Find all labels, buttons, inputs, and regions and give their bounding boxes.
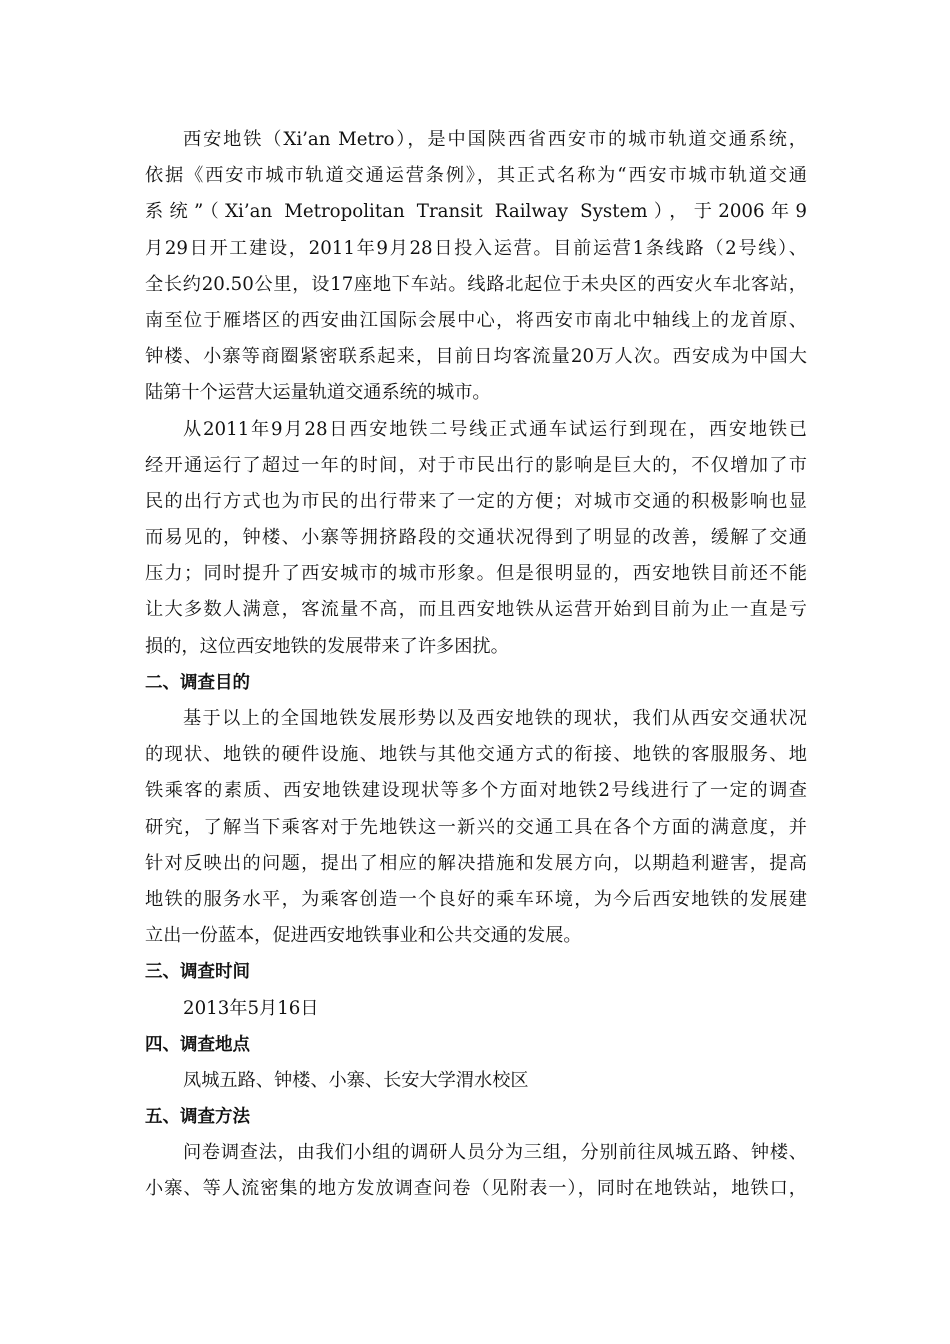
section-purpose [145, 665, 807, 955]
text-line: 基于以上的全国地铁发展形势以及西安地铁的现状，我们从西安交通状况 [183, 708, 807, 729]
section-heading: 四、调查地点 [145, 1034, 250, 1055]
text-line: 立出一份蓝本，促进西安地铁事业和公共交通的发展。 [145, 925, 582, 947]
text-line: 研究，了解当下乘客对于先地铁这一新兴的交通工具在各个方面的满意度，并 [145, 816, 807, 838]
text-line: 地铁的服务水平，为乘客创造一个良好的乘车环境，为今后西安地铁的发展建 [145, 888, 807, 910]
text-line: 小寨、等人流密集的地方发放调查问卷（见附表一），同时在地铁站，地铁口， [145, 1178, 807, 1200]
text-line: 的现状、地铁的硬件设施、地铁与其他交通方式的衔接、地铁的客服服务、地 [145, 744, 807, 766]
document-body [145, 122, 807, 1208]
text-line: 全长约20.50公里，设17座地下车站。线路北起位于未央区的西安火车北客站， [145, 273, 807, 295]
text-line: 从2011年9月28日西安地铁二号线正式通车试运行到现在，西安地铁已 [183, 418, 807, 440]
text-line: 西安地铁（Xi’an Metro），是中国陕西省西安市的城市轨道交通系统， [183, 129, 807, 150]
text-line: 问卷调查法，由我们小组的调研人员分为三组，分别前往凤城五路、钟楼、 [183, 1142, 807, 1164]
section-heading: 三、调查时间 [145, 962, 250, 983]
text-line: 损的，这位西安地铁的发展带来了许多困扰。 [145, 635, 509, 657]
section-time [145, 954, 807, 1026]
paragraph-intro [145, 122, 807, 412]
text-line: 而易见的，钟楼、小寨等拥挤路段的交通状况得到了明显的改善，缓解了交通 [145, 527, 807, 549]
text-line: 压力；同时提升了西安城市的城市形象。但是很明显的，西安地铁目前还不能 [145, 563, 807, 585]
text-line: 依据《西安市城市轨道交通运营条例》，其正式名称为“西安市城市轨道交通 [145, 165, 807, 187]
section-heading: 二、调查目的 [145, 672, 250, 693]
survey-date: 2013年5月16日 [183, 997, 319, 1019]
text-line: 钟楼、小寨等商圈紧密联系起来，目前日均客流量20万人次。西安成为中国大 [145, 346, 807, 368]
text-line: 月29日开工建设，2011年9月28日投入运营。目前运营1条线路（2号线）、 [145, 237, 807, 259]
section-method [145, 1099, 807, 1208]
text-line: 民的出行方式也为市民的出行带来了一定的方便；对城市交通的积极影响也显 [145, 490, 807, 512]
text-line: 针对反映出的问题，提出了相应的解决措施和发展方向，以期趋利避害，提高 [145, 852, 807, 874]
text-line: 让大多数人满意，客流量不高，而且西安地铁从运营开始到目前为止一直是亏 [145, 599, 807, 621]
text-line: 陆第十个运营大运量轨道交通系统的城市。 [145, 382, 491, 404]
paragraph-impact [145, 412, 807, 665]
text-line: 南至位于雁塔区的西安曲江国际会展中心，将西安市南北中轴线上的龙首原、 [145, 309, 807, 331]
text-line: 经开通运行了超过一年的时间，对于市民出行的影响是巨大的，不仅增加了市 [145, 454, 807, 476]
text-line: 系统”（Xi’an Metropolitan Transit Railway System），于2006年9 [145, 201, 807, 223]
section-heading: 五、调查方法 [145, 1107, 250, 1128]
text-line: 铁乘客的素质、西安地铁建设现状等多个方面对地铁2号线进行了一定的调查 [145, 780, 807, 802]
section-location [145, 1027, 807, 1099]
survey-locations: 凤城五路、钟楼、小寨、长安大学渭水校区 [183, 1069, 529, 1091]
